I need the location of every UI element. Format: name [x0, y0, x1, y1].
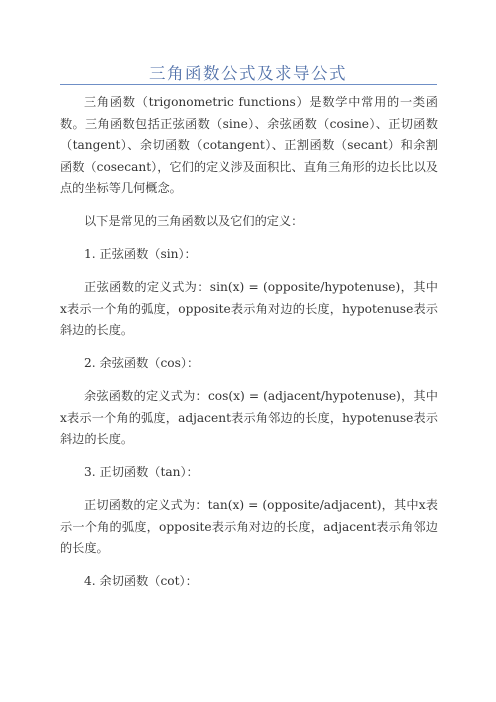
list-intro-paragraph: 以下是常见的三角函数以及它们的定义：	[84, 214, 304, 228]
cosine-heading: 2. 余弦函数（cos）：	[84, 356, 200, 370]
title-divider	[60, 84, 437, 85]
page-title: 三角函数公式及求导公式	[149, 64, 347, 83]
document-body	[60, 92, 438, 604]
intro-paragraph: 三角函数（trigonometric functions）是数学中常用的一类函数。三角函数包括正弦函数（sine）、余弦函数（cosine）、正切函数（tangent）、余切函数（cotangent）、正割函数（secant）和余割函数（cosecant），它们的定义涉及面积比、直角三角形的边长比以及点的坐标等几何概念。	[60, 95, 438, 195]
cosine-definition: 余弦函数的定义式为：cos(x) = (adjacent/hypotenuse)，其中x表示一个角的弧度，adjacent表示角邻边的长度，hypotenuse表示斜边的长度。	[60, 389, 438, 446]
cotangent-heading: 4. 余切函数（cot）：	[84, 574, 198, 588]
sine-heading: 1. 正弦函数（sin）：	[84, 247, 197, 261]
tangent-definition: 正切函数的定义式为：tan(x) = (opposite/adjacent)，其中x表示一个角的弧度，opposite表示角对边的长度，adjacent表示角邻边的长度。	[60, 498, 438, 555]
sine-definition: 正弦函数的定义式为：sin(x) = (opposite/hypotenuse)，其中x表示一个角的弧度，opposite表示角对边的长度，hypotenuse表示斜边的长度。	[60, 280, 438, 337]
tangent-heading: 3. 正切函数（tan）：	[84, 465, 199, 479]
